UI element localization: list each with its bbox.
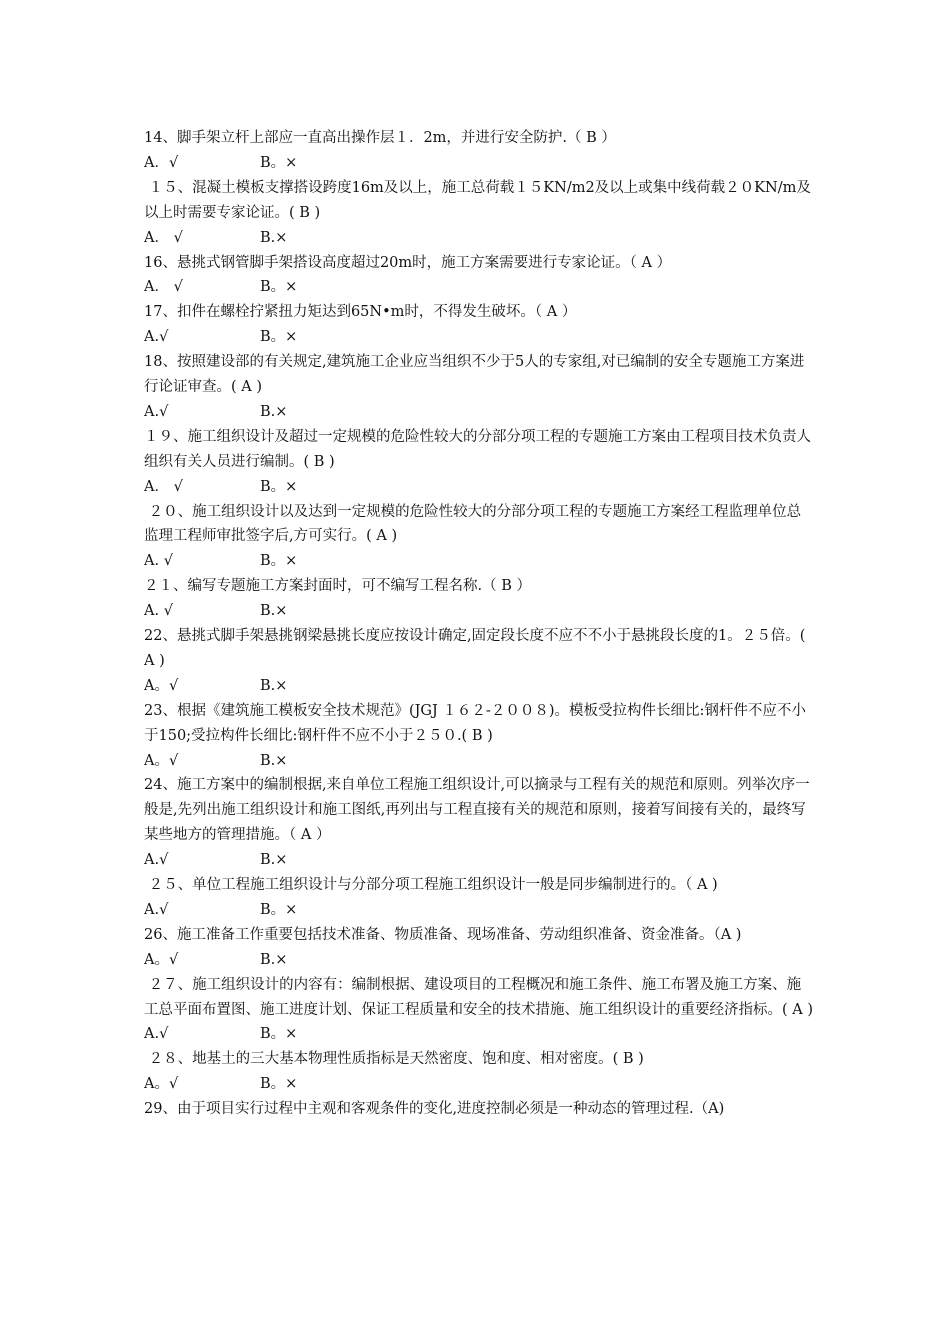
question-19: １９、施工组织设计及超过一定规模的危险性较大的分部分项工程的专题施工方案由工程项目技术负责人组织有关人员进行编制。( B ) [144,428,811,470]
option-b: B.× [260,752,288,769]
options-14 [144,151,814,176]
option-b: B。× [260,329,298,346]
question-14: 14、脚手架立杆上部应一直高出操作层１．2m，并进行安全防护.（ B ） [144,130,616,146]
question-21: ２１、编写专题施工方案封面时，可不编写工程名称.（ B ） [144,578,531,595]
question-18: 18、按照建设部的有关规定,建筑施工企业应当组织不少于5人的专家组,对已编制的安全专题施工方案进行论证审查。( A ) [144,354,805,395]
option-b: B。× [260,901,298,918]
option-b: B。× [260,478,298,495]
question-27: ２７、施工组织设计的内容有：编制根据、建设项目的工程概况和施工条件、施工布署及施工方案、施工总平面布置图、施工进度计划、保证工程质量和安全的技术措施、施工组织设计的重要经济指标。( A ) [144,976,813,1018]
options-25 [144,898,814,923]
options-28 [144,1072,814,1097]
option-b: B。× [260,279,298,296]
question-29: 29、由于项目实行过程中主观和客观条件的变化,进度控制必须是一种动态的管理过程.（A) [144,1101,725,1118]
option-b: B.× [260,229,288,246]
option-b: B。× [260,154,298,171]
option-a: A． √ [144,478,183,495]
option-b: B。× [260,1026,298,1043]
question-28: ２８、地基土的三大基本物理性质指标是天然密度、饱和度、相对密度。( B ) [144,1051,644,1068]
option-b: B.× [260,403,288,420]
options-22 [144,674,814,699]
option-a: A.√ [144,852,169,869]
option-b: B。× [260,1076,298,1093]
question-17: 17、扣件在螺栓拧紧扭力矩达到65N•m时，不得发生破坏。（ A ） [144,304,577,321]
options-23 [144,749,814,774]
option-b: B.× [260,677,288,694]
option-a: A。√ [144,1076,179,1093]
question-23: 23、根据《建筑施工模板安全技术规范》(JGJ １６２-２００８)。模板受拉构件长细比:钢杆件不应不小于150;受拉构件长细比:钢杆件不应不小于２５０.( B ) [144,702,806,744]
option-a: A。√ [144,752,179,769]
options-21 [144,599,814,624]
options-16 [144,275,814,300]
options-24 [144,848,814,873]
option-a: A.√ [144,901,169,918]
option-a: A． √ [144,279,183,296]
option-a: A. √ [144,553,173,570]
option-b: B.× [260,852,288,869]
question-16: 16、悬挑式钢管脚手架搭设高度超过20m时，施工方案需要进行专家论证。（ A ） [144,254,672,271]
option-b: B。× [260,553,298,570]
options-18 [144,400,814,425]
question-24: 24、施工方案中的编制根据,来自单位工程施工组织设计,可以摘录与工程有关的规范和原则。列举次序一般是,先列出施工组织设计和施工图纸,再列出与工程直接有关的规范和原则，接着写间接有关的，最终写某些地方的管理措施。（ A ） [144,777,810,844]
option-a: A.√ [144,329,169,346]
option-a: A.√ [144,1026,169,1043]
option-a: A．√ [144,154,179,171]
option-a: A。√ [144,677,179,694]
options-27 [144,1022,814,1047]
option-b: B.× [260,951,288,968]
option-a: A. √ [144,603,173,620]
question-list [144,126,814,1122]
option-b: B.× [260,603,288,620]
option-a: A.√ [144,403,169,420]
question-20: ２０、施工组织设计以及达到一定规模的危险性较大的分部分项工程的专题施工方案经工程监理单位总监理工程师审批签字后,方可实行。( A ) [144,503,802,545]
options-17 [144,325,814,350]
options-26 [144,948,814,973]
options-15 [144,226,814,251]
options-19 [144,475,814,500]
option-a: A。√ [144,951,179,968]
option-a: A． √ [144,229,183,246]
question-26: 26、施工准备工作重要包括技术准备、物质准备、现场准备、劳动组织准备、资金准备。（A ) [144,926,742,943]
question-25: ２５、单位工程施工组织设计与分部分项工程施工组织设计一般是同步编制进行的。（ A ) [144,877,718,894]
options-20 [144,549,814,574]
question-15: １５、混凝土模板支撑搭设跨度16m及以上，施工总荷载１５KN/m2及以上或集中线荷载２０KN/m及以上时需要专家论证。( B ) [144,179,811,221]
question-22: 22、悬挑式脚手架悬挑钢梁悬挑长度应按设计确定,固定段长度不应不不小于悬挑段长度的1。２５倍。( A ) [144,628,811,669]
